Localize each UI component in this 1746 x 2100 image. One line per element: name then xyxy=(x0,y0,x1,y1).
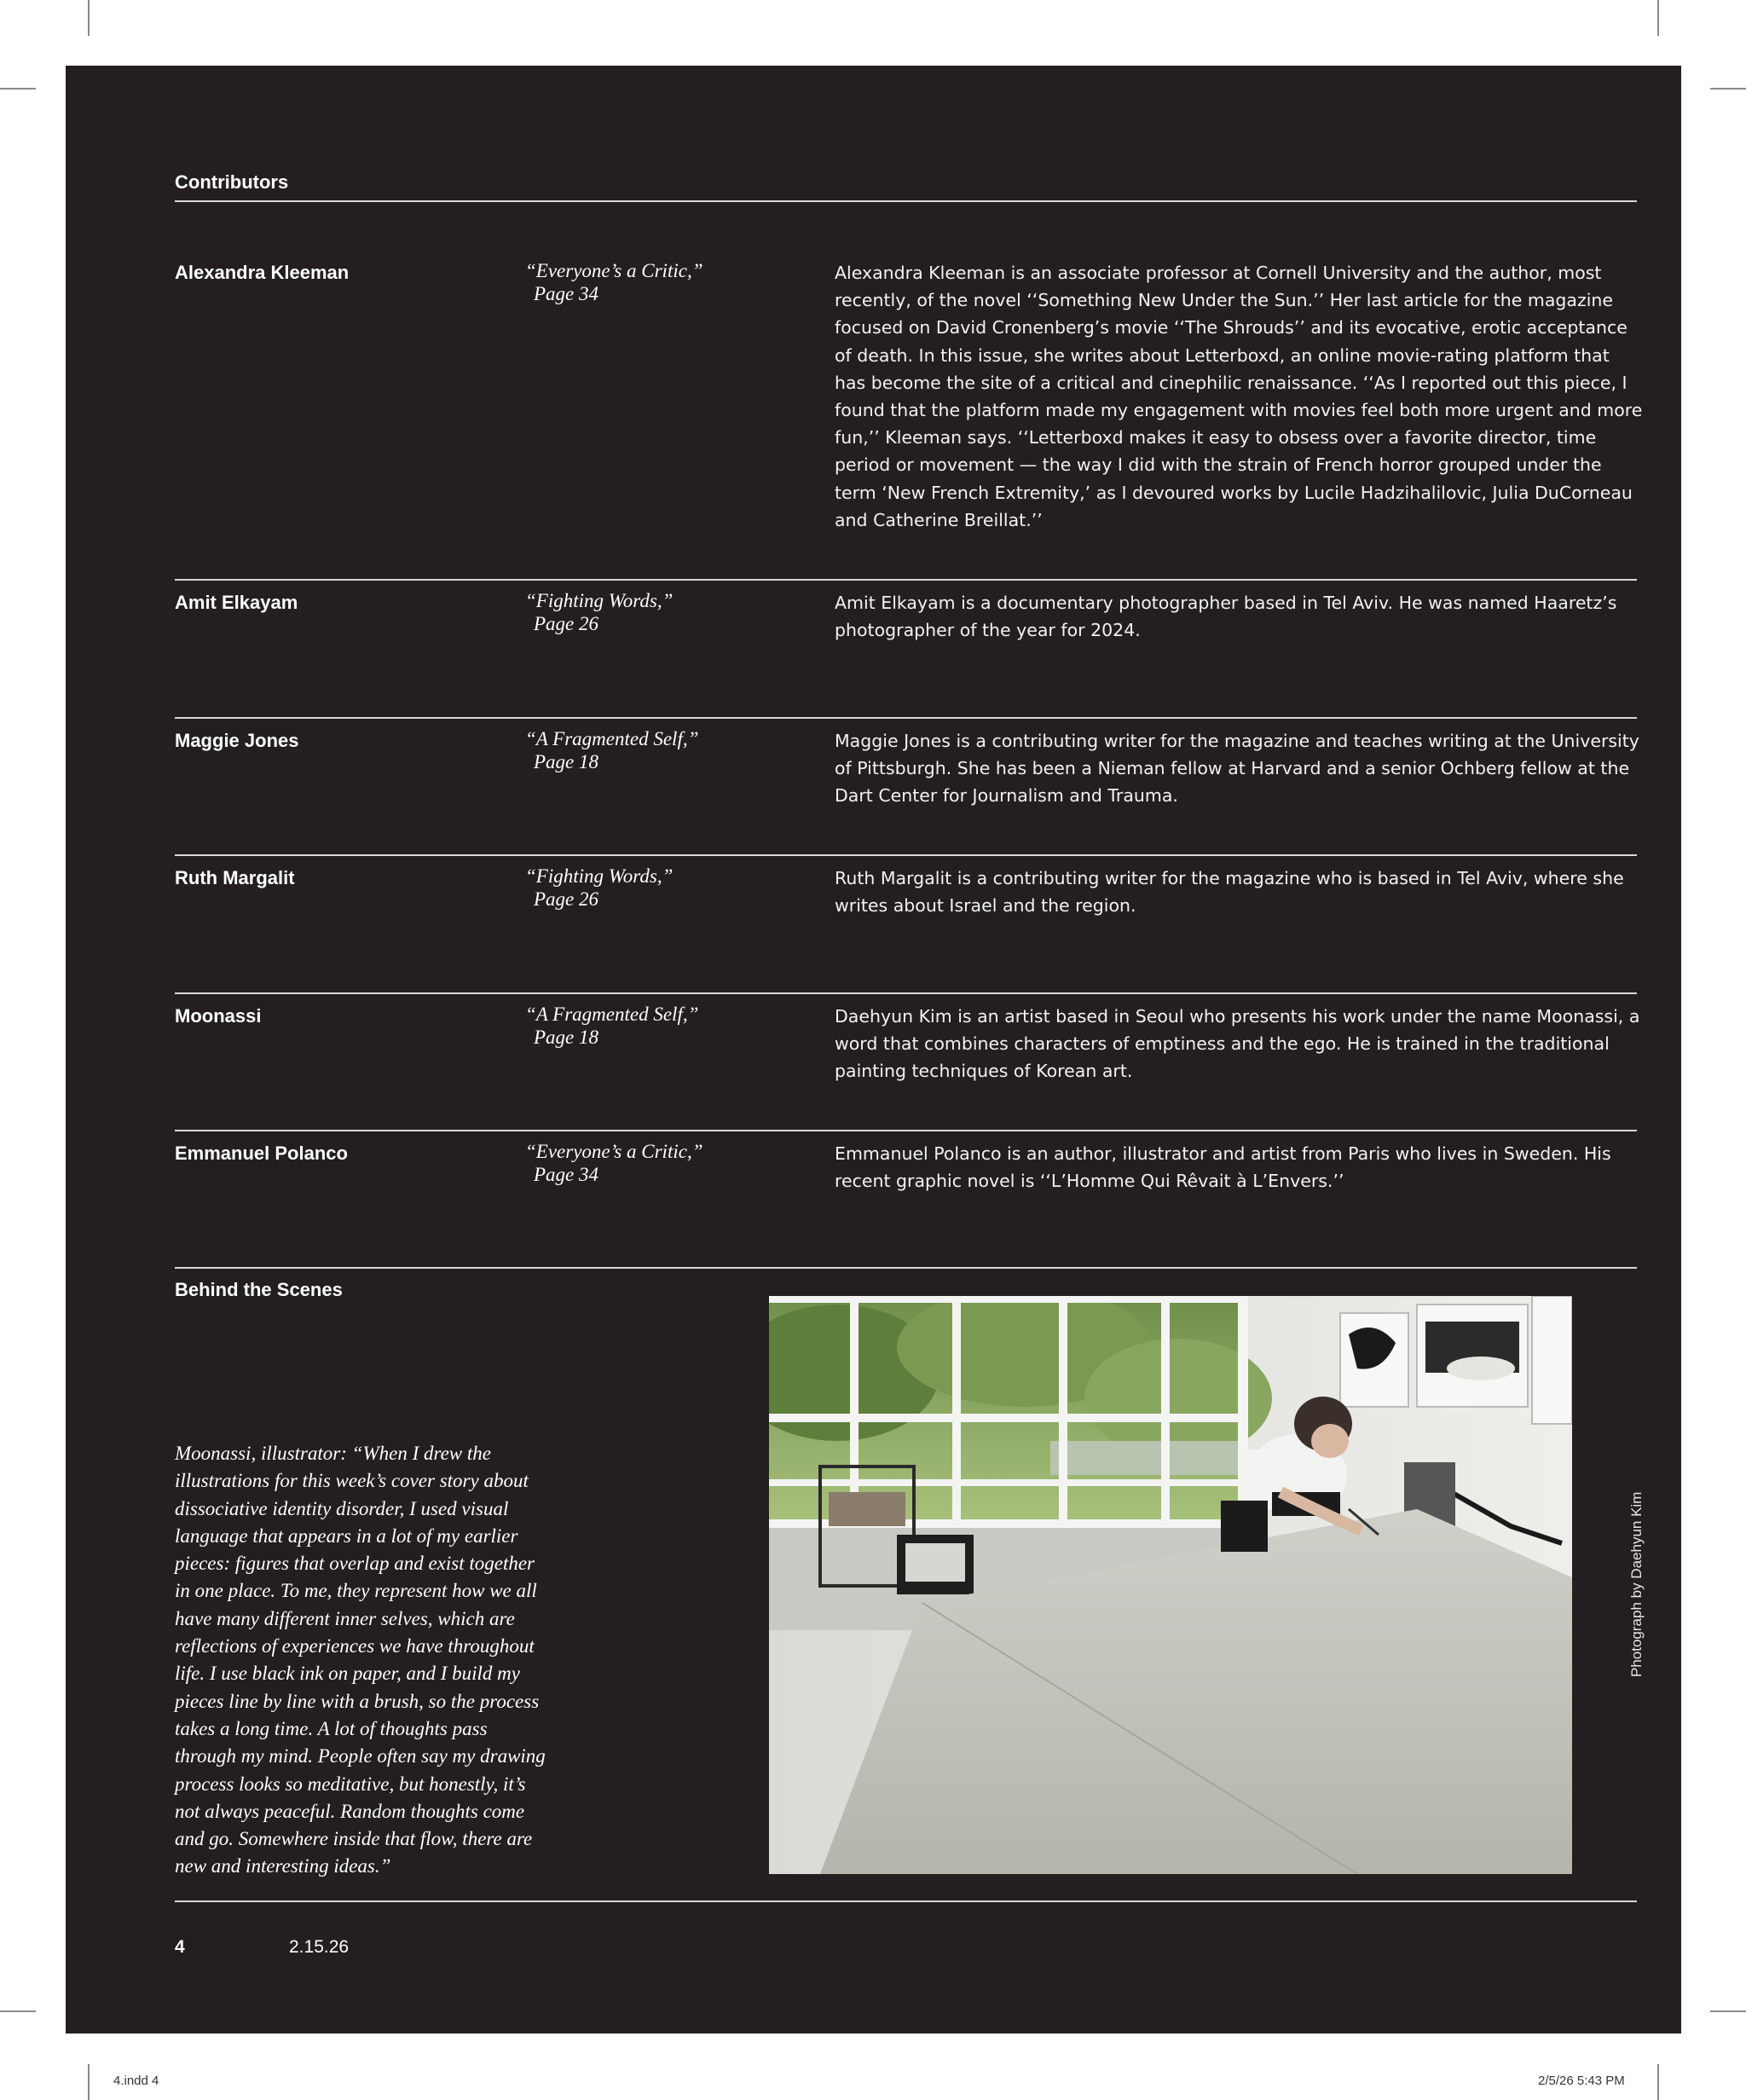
divider xyxy=(175,579,1637,581)
divider xyxy=(175,1130,1637,1131)
divider xyxy=(175,1900,1637,1902)
piece-page: Page 18 xyxy=(534,751,599,772)
contributor-piece xyxy=(525,589,747,635)
divider xyxy=(175,200,1637,202)
contributor-name: Amit Elkayam xyxy=(175,592,298,613)
studio-photograph xyxy=(769,1296,1572,1874)
piece-title: “Fighting Words,” xyxy=(525,865,674,887)
contributor-name: Moonassi xyxy=(175,1005,262,1027)
crop-mark xyxy=(0,2010,36,2012)
piece-page: Page 34 xyxy=(534,1164,599,1185)
contributor-piece xyxy=(525,259,747,305)
contributors-heading: Contributors xyxy=(175,171,289,193)
divider xyxy=(175,992,1637,994)
contributor-bio: Alexandra Kleeman is an associate professor at Cornell University and the author, most recently, of the novel ‘‘Something New Under the Sun.’’ Her last article for the magazine focused on David Cronenberg’s movie ‘‘The Shrouds’’ and its evocative, erotic acceptance of death. In this issue, she writes about Letterboxd, an online movie-rating platform that has become the site of a critical and cinephilic renaissance. ‘‘As I reported out this piece, I found that the platform made my engagement with movies feel both more urgent and more fun,’’ Kleeman says. ‘‘Letterboxd makes it easy to obsess over a favorite director, time period or movement — the way I did with the strain of French horror grouped under the term ‘New French Extremity,’ as I devoured works by Lucile Hadzihalilovic, Julia DuCorneau and Catherine Breillat.’’ xyxy=(835,263,1643,530)
piece-page: Page 26 xyxy=(534,888,599,910)
piece-title: “Everyone’s a Critic,” xyxy=(525,260,703,281)
piece-page: Page 34 xyxy=(534,283,599,304)
divider xyxy=(175,1267,1637,1269)
divider xyxy=(175,854,1637,856)
crop-mark xyxy=(0,88,36,90)
contributor-name: Ruth Margalit xyxy=(175,867,295,888)
contributor-bio: Ruth Margalit is a contributing writer for the magazine who is based in Tel Aviv, where she writes about Israel and the region. xyxy=(835,868,1624,917)
contributor-piece xyxy=(525,1140,747,1186)
contributor-name: Alexandra Kleeman xyxy=(175,262,350,283)
illustrator-quote: Moonassi, illustrator: “When I drew the illustrations for this week’s cover story about dissociative identity disorder, I used visual language that appears in a lot of my earlier pieces: figures that overlap and exist together in one place. To me, they represent how we all have many different inner selves, which are reflections of experiences we have throughout life. I use black ink on paper, and I build my pieces line by line with a brush, so the process takes a long time. A lot of thoughts pass through my mind. People often say my drawing process looks so meditative, but honestly, it’s not always peaceful. Random thoughts come and go. Somewhere inside that flow, there are new and interesting ideas.” xyxy=(175,1443,546,1877)
piece-page: Page 18 xyxy=(534,1027,599,1048)
divider xyxy=(175,717,1637,719)
page-panel xyxy=(66,66,1681,2033)
contributor-piece xyxy=(525,727,747,773)
piece-title: “Everyone’s a Critic,” xyxy=(525,1141,703,1162)
crop-mark xyxy=(1657,0,1659,36)
contributor-piece xyxy=(525,1003,747,1049)
print-slug-timestamp: 2/5/26 5:43 PM xyxy=(1538,2074,1625,2088)
contributor-bio: Maggie Jones is a contributing writer for the magazine and teaches writing at the University of Pittsburgh. She has been a Nieman fellow at Harvard and a senior Ochberg fellow at the Dart Center for Journalism and Trauma. xyxy=(835,731,1639,807)
print-slug-file: 4.indd 4 xyxy=(113,2074,159,2088)
crop-mark xyxy=(1710,2010,1746,2012)
contributor-bio: Emmanuel Polanco is an author, illustrator and artist from Paris who lives in Sweden. His recent graphic novel is ‘‘L’Homme Qui Rêvait à L’Envers.’’ xyxy=(835,1143,1611,1192)
issue-date: 2.15.26 xyxy=(289,1937,350,1957)
contributor-piece xyxy=(525,865,747,911)
piece-title: “Fighting Words,” xyxy=(525,590,674,611)
piece-title: “A Fragmented Self,” xyxy=(525,728,699,749)
contributor-name: Emmanuel Polanco xyxy=(175,1143,348,1164)
contributor-bio: Amit Elkayam is a documentary photographer based in Tel Aviv. He was named Haaretz’s photographer of the year for 2024. xyxy=(835,593,1617,641)
photo-credit: Photograph by Daehyun Kim xyxy=(1628,1491,1645,1677)
contributor-bio: Daehyun Kim is an artist based in Seoul who presents his work under the name Moonassi, a word that combines characters of emptiness and the ego. He is trained in the traditional painting techniques of Korean art. xyxy=(835,1006,1640,1082)
contributor-name: Maggie Jones xyxy=(175,730,299,751)
crop-mark xyxy=(88,0,90,36)
piece-title: “A Fragmented Self,” xyxy=(525,1004,699,1025)
crop-mark xyxy=(1657,2064,1659,2100)
page-number: 4 xyxy=(175,1937,185,1957)
crop-mark xyxy=(1710,88,1746,90)
crop-mark xyxy=(88,2064,90,2100)
piece-page: Page 26 xyxy=(534,613,599,634)
behind-the-scenes-heading: Behind the Scenes xyxy=(175,1279,343,1300)
